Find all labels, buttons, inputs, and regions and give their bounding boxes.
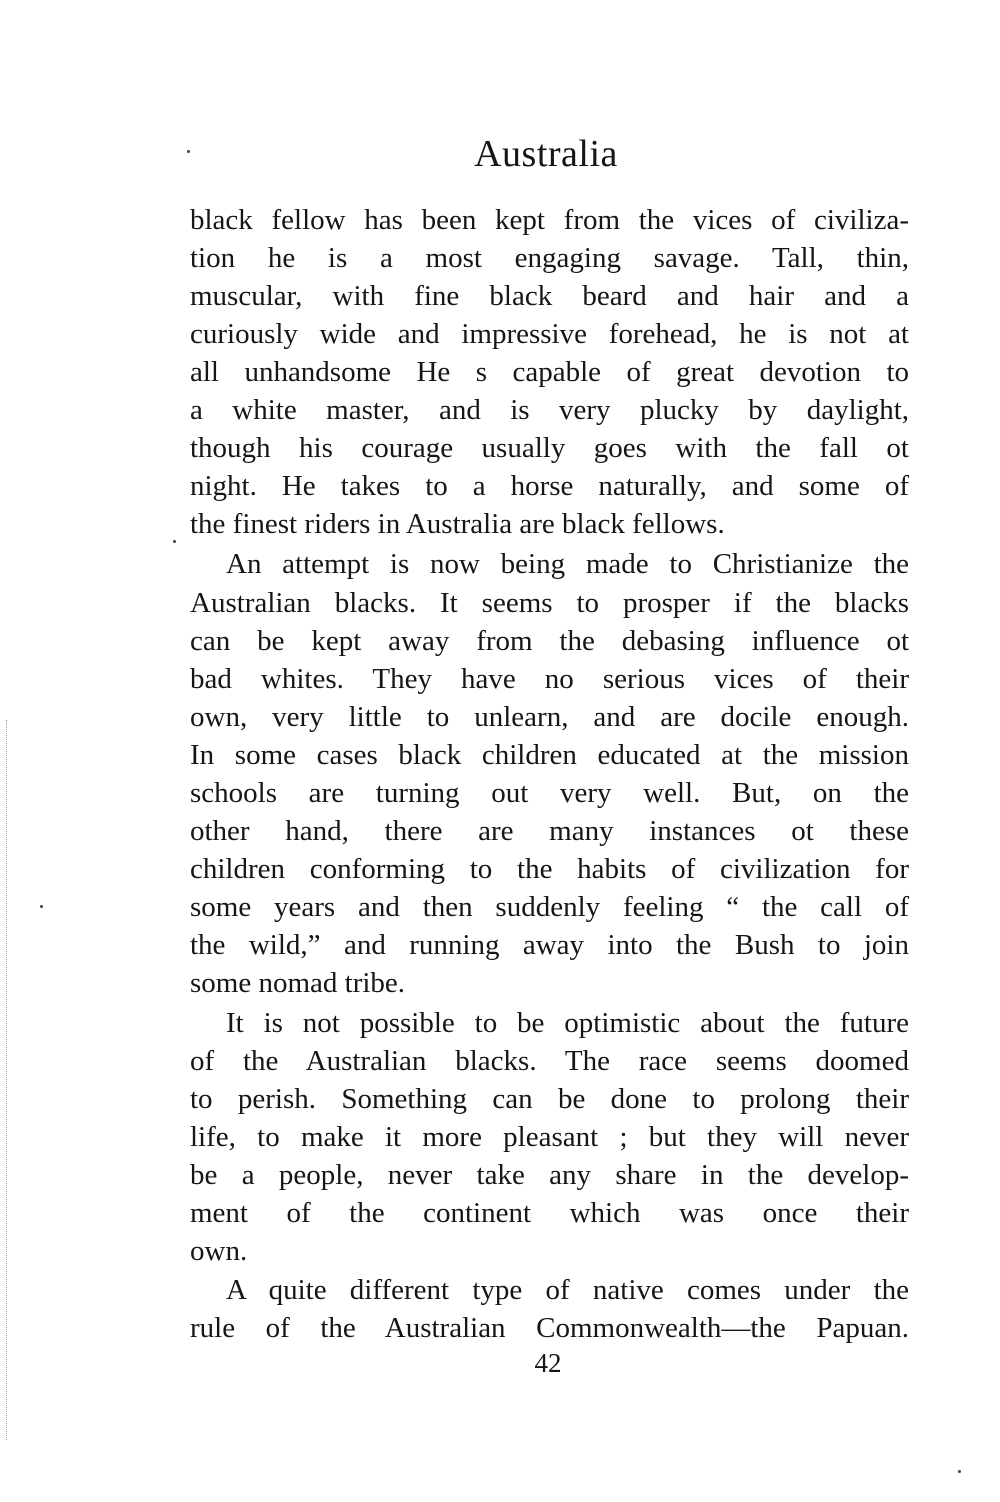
print-speck xyxy=(173,540,176,543)
text-line: life, to make it more pleasant ; but they will never xyxy=(190,1121,909,1153)
text-line: can be kept away from the debasing influence ot xyxy=(190,625,909,657)
text-line: of the Australian blacks. The race seems doomed xyxy=(190,1045,909,1077)
text-line: Australian blacks. It seems to prosper if the blacks xyxy=(190,587,909,619)
text-line: rule of the Australian Commonwealth—the Papuan. xyxy=(190,1312,909,1344)
text-line: curiously wide and impressive forehead, he is not at xyxy=(190,318,909,350)
text-line: some nomad tribe. xyxy=(190,967,406,999)
print-speck xyxy=(187,150,190,153)
binding-edge-marks xyxy=(6,720,11,1440)
text-line: be a people, never take any share in the develop- xyxy=(190,1159,909,1191)
text-line: the wild,” and running away into the Bush to join xyxy=(190,929,909,961)
text-line: own. xyxy=(190,1235,248,1267)
text-line: the finest riders in Australia are black fellows. xyxy=(190,508,725,540)
print-speck xyxy=(958,1470,961,1473)
text-line: children conforming to the habits of civilization for xyxy=(190,853,909,885)
paragraph-first-line: An attempt is now being made to Christianize the xyxy=(226,548,909,580)
text-line: a white master, and is very plucky by daylight, xyxy=(190,394,909,426)
running-head: Australia xyxy=(474,133,618,175)
text-line: though his courage usually goes with the fall ot xyxy=(190,432,909,464)
paragraph-first-line: It is not possible to be optimistic about the future xyxy=(226,1007,909,1039)
text-line: own, very little to unlearn, and are docile enough. xyxy=(190,701,909,733)
text-line: night. He takes to a horse naturally, and some of xyxy=(190,470,909,502)
text-line: tion he is a most engaging savage. Tall, thin, xyxy=(190,242,909,274)
text-line: some years and then suddenly feeling “ the call of xyxy=(190,891,909,923)
text-line: other hand, there are many instances ot these xyxy=(190,815,909,847)
text-line: In some cases black children educated at the mission xyxy=(190,739,909,771)
text-line: schools are turning out very well. But, on the xyxy=(190,777,909,809)
text-line: muscular, with fine black beard and hair and a xyxy=(190,280,909,312)
paragraph-first-line: A quite different type of native comes under the xyxy=(226,1274,909,1306)
text-line: ment of the continent which was once their xyxy=(190,1197,909,1229)
text-line: all unhandsome He s capable of great devotion to xyxy=(190,356,909,388)
text-line: black fellow has been kept from the vices of civiliza- xyxy=(190,204,909,236)
print-speck xyxy=(40,905,43,908)
text-line: to perish. Something can be done to prolong their xyxy=(190,1083,909,1115)
page-number: 42 xyxy=(534,1348,562,1378)
text-line: bad whites. They have no serious vices of their xyxy=(190,663,909,695)
